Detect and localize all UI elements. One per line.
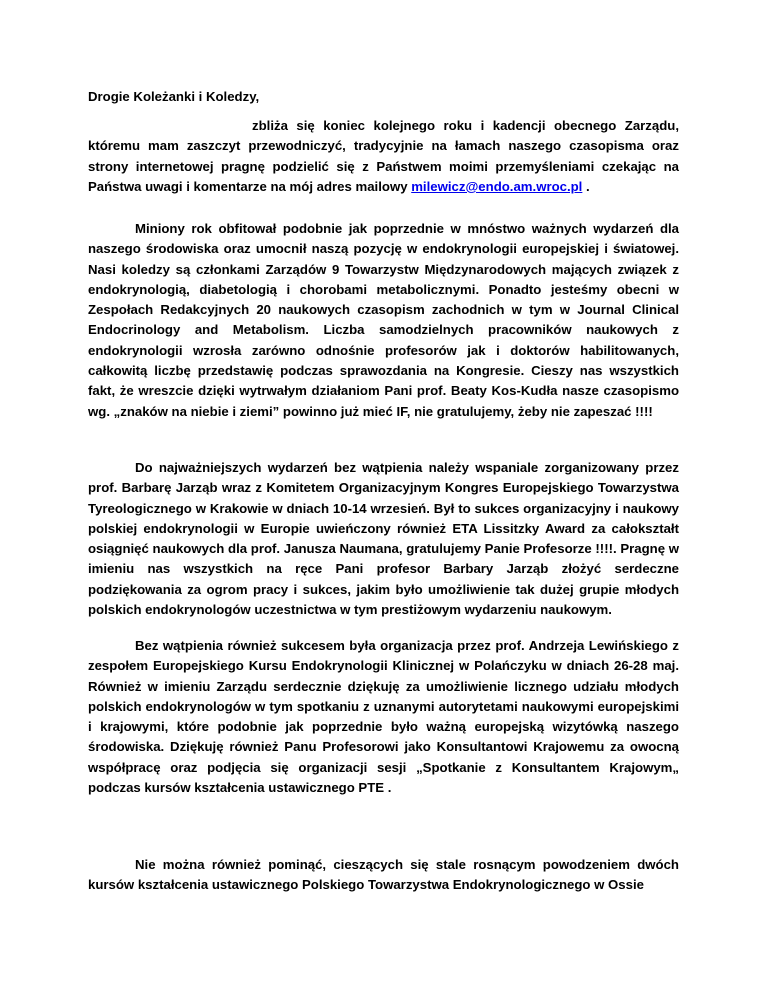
paragraph-eta-congress: Do najważniejszych wydarzeń bez wątpienia należy wspaniale zorganizowany przez prof. Barbarę Jarząb wraz z Komitetem Organizacyjnym Kongres Europejskiego Towarzystwa Tyreologicznego w Krakowie w dniach 10-14 wrzesień. Był to sukces organizacyjny i naukowy polskiej endokrynologii w Europie uwieńczony również ETA Lissitzky Award za całokształt osiągnięć naukowych dla prof. Janusza Naumana, gratulujemy Panie Profesorze !!!!. Pragnę w imieniu nas wszystkich na ręce Pani profesor Barbary Jarząb złożyć serdeczne podziękowania za ogrom pracy i sukces, jakim było umożliwienie tak dużej grupie młodych polskich endokrynologów uczestnictwa w tym prestiżowym wydarzeniu naukowym. <box>88 460 679 618</box>
paragraph-courses: Nie można również pominąć, cieszących się stale rosnącym powodzeniem dwóch kursów kształcenia ustawicznego Polskiego Towarzystwa Endokrynologicznego w Ossie <box>88 857 679 893</box>
paragraph-intro <box>88 116 679 197</box>
email-link[interactable]: milewicz@endo.am.wroc.pl <box>411 178 583 194</box>
salutation: Drogie Koleżanki i Koledzy, <box>88 89 260 104</box>
paragraph-intro-end: . <box>582 178 590 194</box>
paragraph-european-course: Bez wątpienia również sukcesem była organizacja przez prof. Andrzeja Lewińskiego z zespołem Europejskiego Kursu Endokrynologii Klinicznej w Polańczyku w dniach 26-28 maj. Również w imieniu Zarządu serdecznie dziękuję za umożliwienie licznego udziału młodych polskich endokrynologów w tym spotkaniu z uznanymi autorytetami naukowymi europejskimi i krajowymi, które podobnie jak poprzednie było ważną europejską wizytówką naszego środowiska. Dziękuję również Panu Profesorowi jako Konsultantowi Krajowemu za owocną współpracę oraz podjęcia się organizacji sesji „Spotkanie z Konsultantem Krajowym„ podczas kursów kształcenia ustawicznego PTE . <box>88 638 679 796</box>
paragraph-intro-text: zbliża się koniec kolejnego roku i kadencji obecnego Zarządu, któremu mam zaszczyt przewodniczyć, tradycyjnie na łamach naszego czasopisma oraz strony internetowej pragnę podzielić się z Państwem moimi przemyśleniami czekając na Państwa uwagi i komentarze na mój adres mailowy <box>88 118 679 194</box>
paragraph-past-year: Miniony rok obfitował podobnie jak poprzednie w mnóstwo ważnych wydarzeń dla naszego środowiska oraz umocnił naszą pozycję w endokrynologii europejskiej i światowej. Nasi koledzy są członkami Zarządów 9 Towarzystw Międzynarodowych mających związek z endokrynologią, diabetologią i chorobami metabolicznymi. Ponadto jesteśmy obecni w Zespołach Redakcyjnych 20 naukowych czasopism zachodnich w tym w Journal Clinical Endocrinology and Metabolism. Liczba samodzielnych pracowników naukowych z endokrynologii wzrosła zarówno odnośnie profesorów jak i doktorów habilitowanych, całkowitą liczbę przedstawię podczas sprawozdania na Kongresie. Cieszy nas wszystkich fakt, że wreszcie dzięki wytrwałym działaniom Pani prof. Beaty Kos-Kudła nasze czasopismo wg. „znaków na niebie i ziemi” powinno już mieć IF, nie gratulujemy, żeby nie zapeszać !!!! <box>88 221 679 419</box>
